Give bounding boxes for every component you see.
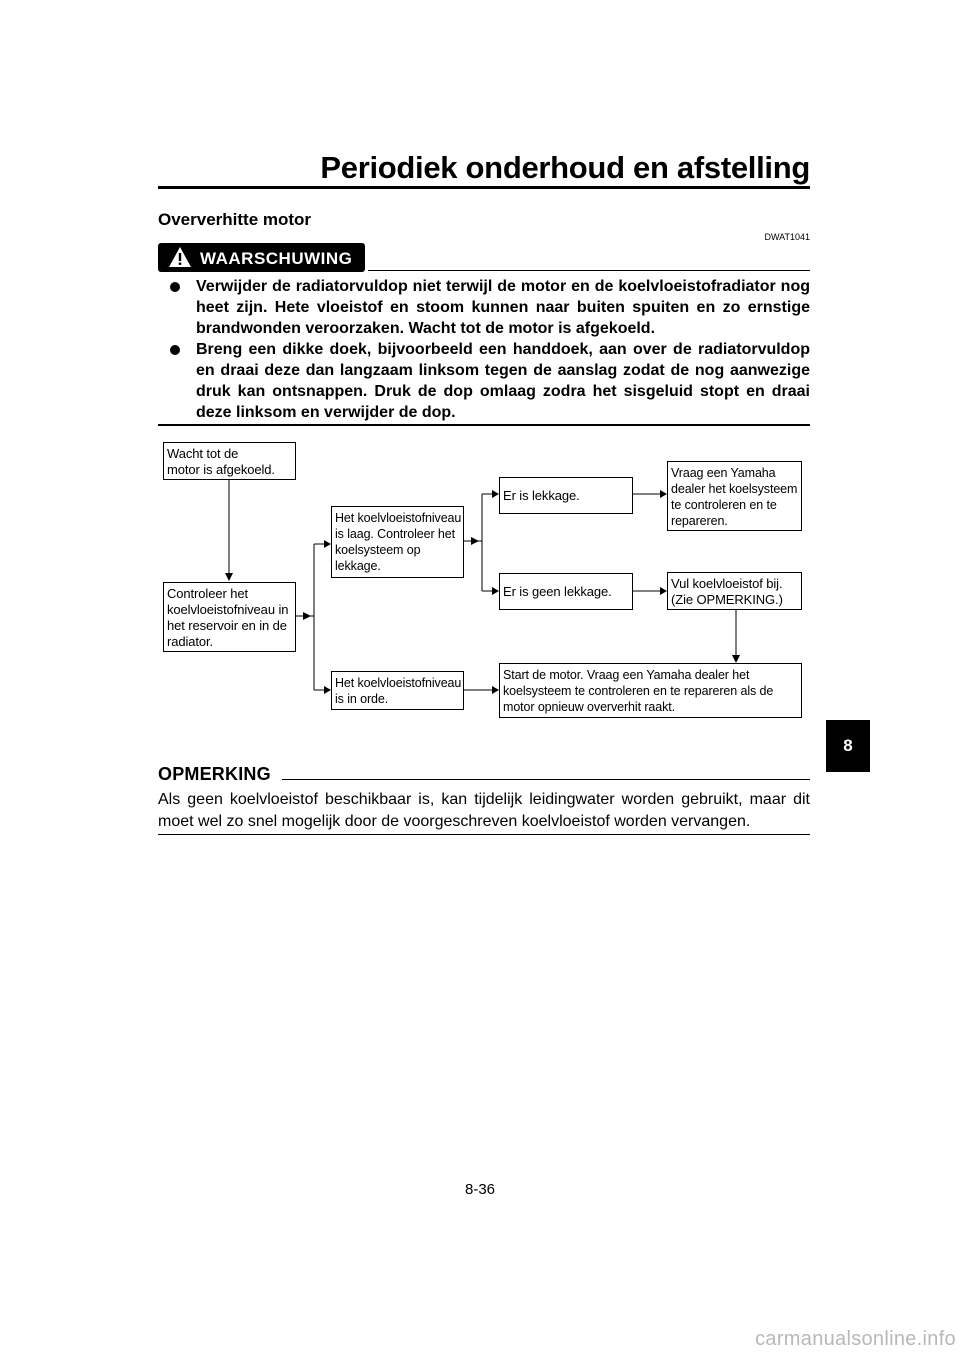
warning-item: Verwijder de radiatorvuldop niet terwijl de motor en de koelvloeistofradiator nog heet zijn. Hete vloeistof en stoom kunnen naar buiten spuiten en zo ernstige brandwonden veroorzaken. Wacht tot de motor is afgekoeld. xyxy=(158,276,810,339)
arrowhead-icon xyxy=(492,587,499,595)
arrowhead-icon xyxy=(660,587,667,595)
flow-box-level-ok: Het koelvloeistofniveau is in orde. xyxy=(331,671,464,710)
watermark: carmanualsonline.info xyxy=(755,1328,956,1350)
flow-box-leak: Er is lekkage. xyxy=(499,477,633,514)
arrowhead-icon xyxy=(660,490,667,498)
arrowhead-icon xyxy=(303,612,311,620)
warning-label: WAARSCHUWING xyxy=(200,249,353,268)
flow-box-level-low: Het koelvloeistofniveau is laag. Controleer het koelsysteem op lekkage. xyxy=(331,506,464,578)
flow-box-dealer: Vraag een Yamaha dealer het koelsysteem te controleren en te repareren. xyxy=(667,461,802,531)
flow-box-start-motor: Start de motor. Vraag een Yamaha dealer het koelsysteem te controleren en te repareren als de motor opnieuw oververhit raakt. xyxy=(499,663,802,718)
flow-box-no-leak: Er is geen lekkage. xyxy=(499,573,633,610)
arrowhead-icon xyxy=(324,540,331,548)
flow-box-wait: Wacht tot de motor is afgekoeld. xyxy=(163,442,296,480)
arrowhead-icon xyxy=(471,537,479,545)
arrowhead-icon xyxy=(324,686,331,694)
arrowhead-icon xyxy=(732,655,740,663)
note-end-rule xyxy=(158,834,810,835)
note-rule xyxy=(282,779,810,780)
page-title: Periodiek onderhoud en afstelling xyxy=(320,150,810,185)
arrowhead-icon xyxy=(492,490,499,498)
arrowhead-icon xyxy=(225,573,233,581)
page-number: 8-36 xyxy=(464,1181,496,1198)
chapter-tab: 8 xyxy=(826,720,870,772)
note-heading: OPMERKING xyxy=(158,764,271,784)
arrowhead-icon xyxy=(492,686,499,694)
section-heading: Oververhitte motor xyxy=(158,210,312,229)
warning-code: DWAT1041 xyxy=(764,232,810,242)
flow-box-add-coolant: Vul koelvloeistof bij. (Zie OPMERKING.) xyxy=(667,572,802,610)
warning-item: Breng een dikke doek, bijvoorbeeld een handdoek, aan over de radiatorvuldop en draai deze dan langzaam linksom tegen de aanslag zodat de nog aanwezige druk kan ontsnappen. Druk de dop omlaag zodra het sisgeluid stopt en draai deze linksom en verwijder de dop. xyxy=(158,339,810,423)
note-text: Als geen koelvloeistof beschikbaar is, kan tijdelijk leidingwater worden gebruikt, maar dit moet wel zo snel mogelijk door de voorgeschreven koelvloeistof worden vervangen. xyxy=(158,791,810,830)
flow-box-check: Controleer het koelvloeistofniveau in het reservoir en in de radiator. xyxy=(163,582,296,652)
